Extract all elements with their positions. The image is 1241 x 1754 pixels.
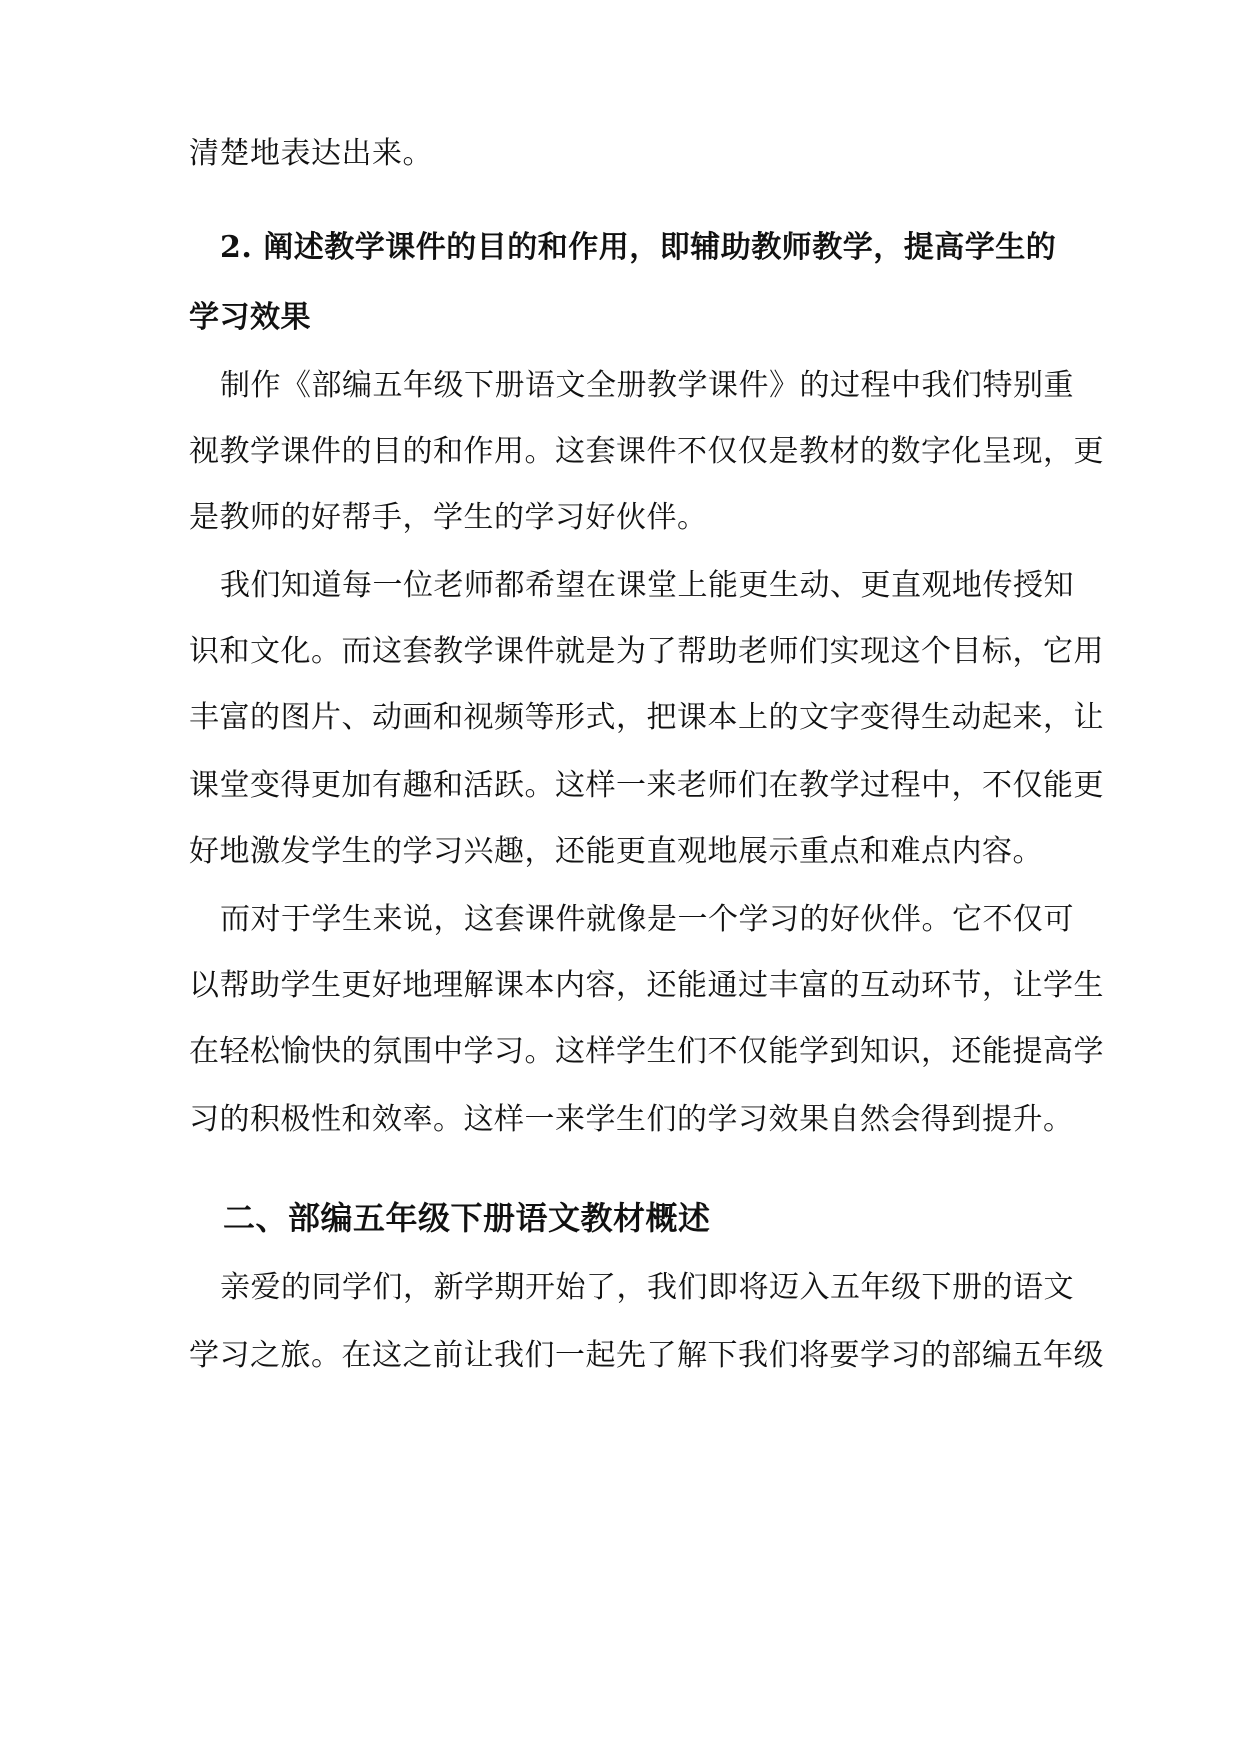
section-heading-cont: 学习效果 bbox=[189, 300, 311, 335]
paragraph-line: 是教师的好帮手，学生的学习好伙伴。 bbox=[189, 500, 708, 535]
paragraph-line: 清楚地表达出来。 bbox=[189, 136, 433, 171]
paragraph-line: 识和文化。而这套教学课件就是为了帮助老师们实现这个目标，它用 bbox=[189, 634, 1104, 669]
section-heading: 2. 阐述教学课件的目的和作用，即辅助教师教学，提高学生的 bbox=[220, 230, 1057, 265]
paragraph-line: 好地激发学生的学习兴趣，还能更直观地展示重点和难点内容。 bbox=[189, 834, 1043, 869]
chapter-heading: 二、部编五年级下册语文教材概述 bbox=[223, 1199, 711, 1237]
paragraph-line: 课堂变得更加有趣和活跃。这样一来老师们在教学过程中，不仅能更 bbox=[189, 768, 1104, 803]
paragraph-line: 视教学课件的目的和作用。这套课件不仅仅是教材的数字化呈现，更 bbox=[189, 434, 1104, 469]
paragraph-line: 习的积极性和效率。这样一来学生们的学习效果自然会得到提升。 bbox=[189, 1102, 1074, 1137]
paragraph-line: 丰富的图片、动画和视频等形式，把课本上的文字变得生动起来，让 bbox=[189, 700, 1104, 735]
paragraph-line: 以帮助学生更好地理解课本内容，还能通过丰富的互动环节，让学生 bbox=[189, 968, 1104, 1003]
paragraph-line: 在轻松愉快的氛围中学习。这样学生们不仅能学到知识，还能提高学 bbox=[189, 1034, 1104, 1069]
paragraph-line: 而对于学生来说，这套课件就像是一个学习的好伙伴。它不仅可 bbox=[220, 902, 1074, 937]
paragraph-line: 制作《部编五年级下册语文全册教学课件》的过程中我们特别重 bbox=[220, 368, 1074, 403]
paragraph-line: 学习之旅。在这之前让我们一起先了解下我们将要学习的部编五年级 bbox=[189, 1338, 1104, 1373]
paragraph-line: 我们知道每一位老师都希望在课堂上能更生动、更直观地传授知 bbox=[220, 568, 1074, 603]
paragraph-line: 亲爱的同学们，新学期开始了，我们即将迈入五年级下册的语文 bbox=[220, 1270, 1074, 1305]
